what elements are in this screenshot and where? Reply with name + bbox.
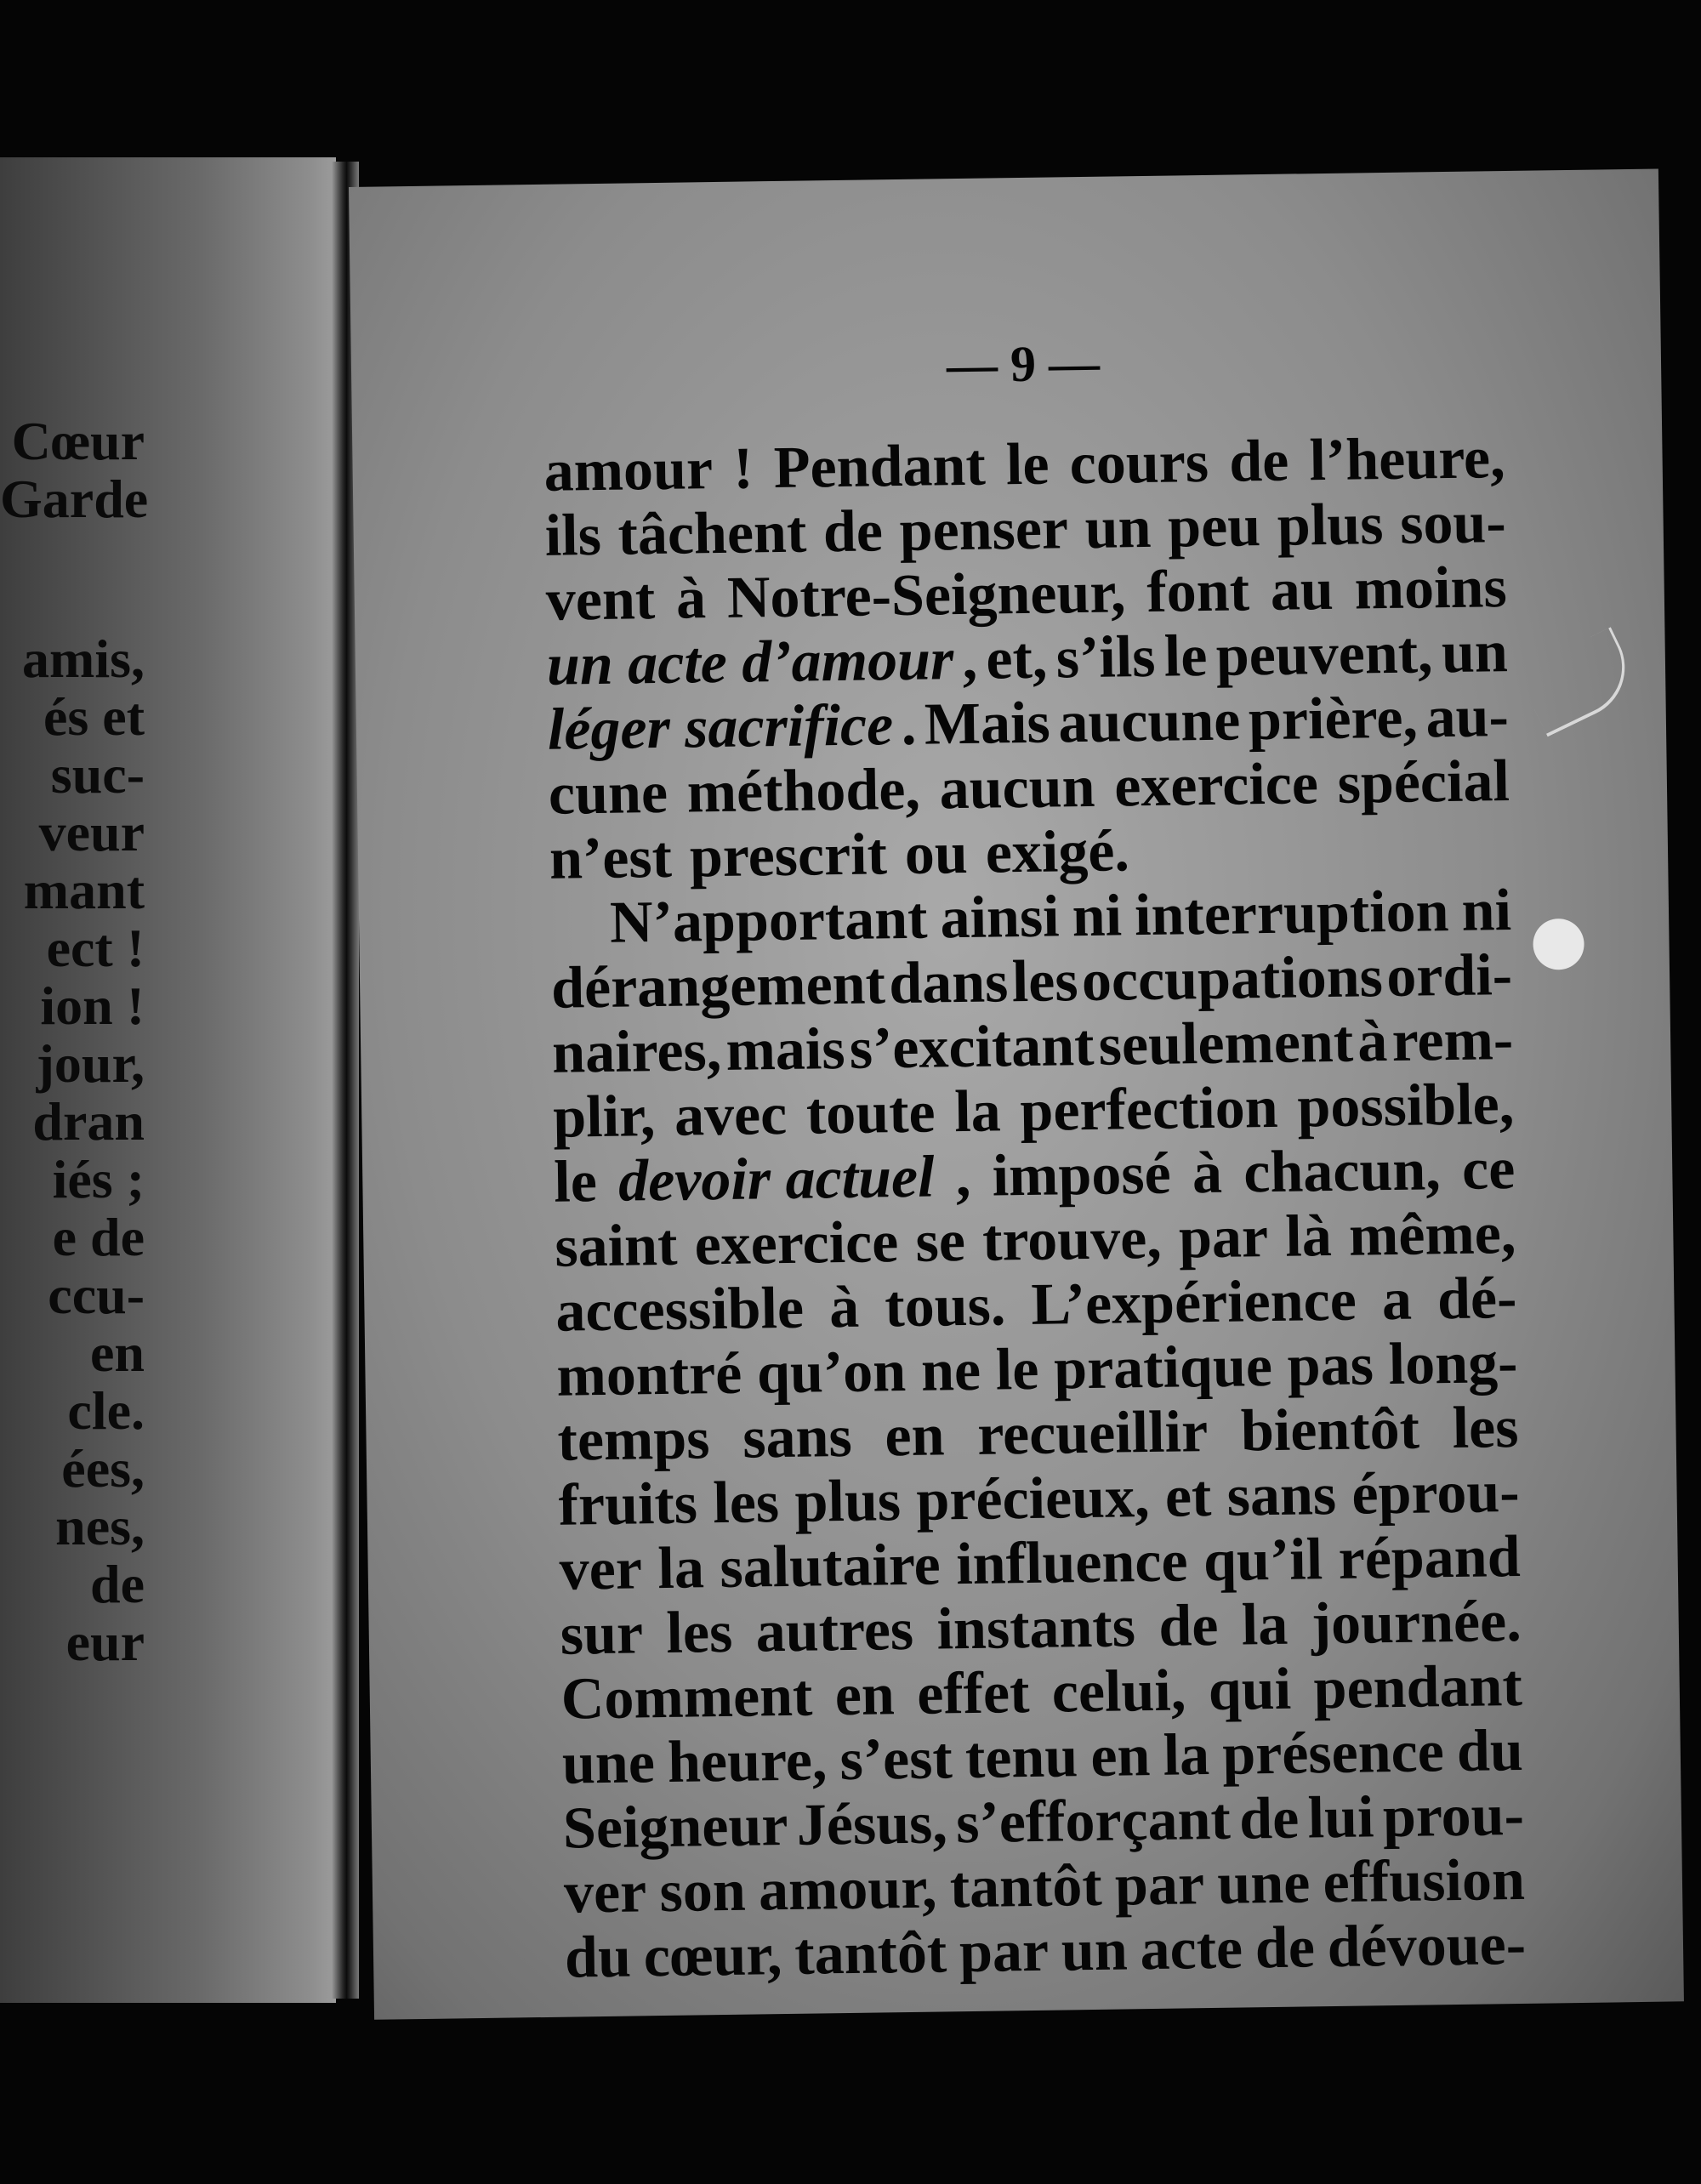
word: de [1254, 1914, 1316, 1982]
word: possible, [1296, 1071, 1515, 1140]
word: tantôt [794, 1920, 947, 1988]
word: une [561, 1730, 656, 1797]
word: Jésus, [796, 1790, 948, 1858]
word: ni [1461, 878, 1512, 944]
word: ordi- [1385, 941, 1513, 1010]
word: ainsi [939, 884, 1061, 952]
word: toute [805, 1079, 936, 1147]
left-page-fragment: ion ! [40, 975, 145, 1036]
page-body [543, 426, 1526, 1991]
margin-mark [1516, 627, 1641, 737]
word: la [657, 1535, 705, 1602]
word: l’heure, [1308, 425, 1506, 494]
word: cune [548, 759, 668, 828]
text-line [548, 749, 1510, 828]
word: chacun, [1243, 1137, 1442, 1206]
word: amour, [758, 1855, 937, 1924]
word: un [1084, 494, 1152, 561]
word: de [1238, 1785, 1300, 1852]
left-page-fragment: mant [23, 860, 145, 920]
word: plus [1277, 492, 1384, 559]
left-page-fragment: Cœur [11, 411, 145, 471]
word: L’expérience [1030, 1267, 1357, 1338]
word: ce [1461, 1135, 1516, 1203]
word: exercice [694, 1209, 899, 1278]
word: naires, [551, 1017, 722, 1086]
word: prou- [1382, 1782, 1525, 1851]
paper-stain [1533, 919, 1584, 970]
left-page-fragment: dran [32, 1091, 145, 1152]
word: prière, [1248, 685, 1419, 754]
left-page-fragment: eur [65, 1612, 145, 1672]
word: un acte d’amour [546, 627, 954, 698]
word: de [822, 498, 884, 566]
word: en [1089, 1723, 1151, 1789]
word: du [1456, 1717, 1524, 1784]
word: perfection [1019, 1074, 1279, 1145]
word: la [953, 1078, 1002, 1146]
word: N’apportant [609, 885, 928, 956]
word: pendant [1313, 1652, 1523, 1722]
word: long- [1388, 1329, 1518, 1398]
word: cours [1069, 429, 1209, 498]
word: acte [1140, 1915, 1243, 1983]
word: éprou- [1351, 1459, 1521, 1527]
word: le [1163, 623, 1208, 690]
word: effusion [1323, 1846, 1526, 1916]
word: dé- [1436, 1265, 1517, 1333]
word: bientôt [1240, 1396, 1420, 1465]
word: , [962, 626, 978, 692]
word: un [1441, 619, 1509, 686]
left-page-fragment: ées, [61, 1438, 145, 1499]
left-page-text [0, 411, 149, 1672]
word: les [1011, 948, 1079, 1015]
word: au- [1425, 684, 1510, 751]
word: et [1164, 1463, 1212, 1530]
word: pratique [1053, 1333, 1273, 1402]
word: peuvent, [1215, 620, 1434, 689]
word: cœur, [643, 1922, 783, 1990]
word: même, [1348, 1200, 1516, 1269]
word: influence [955, 1528, 1189, 1598]
word: les [665, 1599, 733, 1666]
word: les [712, 1470, 780, 1537]
word: salutaire [719, 1532, 942, 1601]
word: ver [559, 1536, 643, 1603]
left-page-fragment: en [90, 1322, 145, 1383]
word: à [675, 566, 707, 632]
word: méthode, [686, 756, 921, 826]
word: ! [732, 435, 754, 502]
word: ver [563, 1859, 647, 1926]
word: en [884, 1402, 946, 1470]
word: s’est [839, 1726, 953, 1794]
word: la [1163, 1722, 1210, 1789]
word: rem- [1391, 1006, 1514, 1074]
word: peu [1167, 493, 1261, 560]
word: à [1357, 1009, 1388, 1075]
word: accessible [555, 1275, 805, 1345]
word: tâchent [617, 499, 807, 568]
word: le [1005, 431, 1050, 498]
word: s’ils [1055, 623, 1156, 691]
word: vent [545, 566, 656, 634]
word: recueillir [976, 1399, 1209, 1468]
word: ils [544, 502, 602, 569]
word: spécial [1337, 748, 1510, 816]
word: plus [794, 1468, 902, 1535]
word: ou [904, 820, 969, 887]
word: saint [554, 1212, 678, 1280]
word: de [1158, 1592, 1219, 1659]
word: de [1228, 428, 1289, 495]
word: temps [557, 1406, 711, 1474]
right-page [349, 168, 1684, 2019]
word: au [1270, 556, 1334, 623]
left-page [0, 157, 336, 2003]
word: ni [1072, 883, 1123, 950]
word: s’excitant [849, 1012, 1095, 1082]
word: les [1452, 1394, 1519, 1462]
word: par [1178, 1204, 1269, 1271]
text-line [561, 1719, 1523, 1797]
word: font [1146, 558, 1250, 625]
word: trouve, [981, 1205, 1163, 1274]
word: prescrit [689, 822, 888, 890]
word: aucun [939, 754, 1096, 822]
word: mais [725, 1015, 846, 1083]
word: montré [556, 1340, 742, 1409]
word: occupations [1081, 944, 1384, 1015]
word: avec [674, 1081, 788, 1149]
word: tous. [884, 1272, 1006, 1340]
word: dans [888, 949, 1009, 1017]
word: celui, [1051, 1658, 1186, 1726]
word: à [1192, 1140, 1223, 1207]
word: répand [1338, 1523, 1522, 1592]
text-line [565, 1913, 1527, 1991]
word: Mais [924, 690, 1051, 758]
word: en [834, 1662, 896, 1729]
left-page-fragment: ect ! [46, 918, 145, 978]
word: lui [1307, 1784, 1374, 1851]
left-page-fragment: amis, [22, 628, 145, 689]
left-page-fragment: veur [38, 802, 145, 862]
word: penser [899, 496, 1069, 564]
word: le [553, 1149, 598, 1215]
left-page-fragment: suc- [50, 744, 145, 805]
word: une [1216, 1850, 1311, 1917]
left-page-fragment: nes, [55, 1496, 145, 1556]
page-number: — 9 — [946, 334, 1101, 394]
word: devoir actuel [617, 1144, 936, 1214]
word: tantôt [949, 1852, 1103, 1921]
word: s’efforçant [955, 1786, 1232, 1857]
word: et, [985, 625, 1048, 692]
word: autres [755, 1596, 914, 1665]
word: Pendant [773, 432, 987, 502]
word: par [1114, 1851, 1205, 1919]
word: imposé [992, 1140, 1172, 1209]
word: présence [1221, 1719, 1445, 1788]
word: sans [742, 1403, 853, 1471]
word: heure, [667, 1727, 828, 1795]
word: . [901, 691, 917, 758]
word: Comment [560, 1663, 813, 1732]
word: dérangement [550, 951, 886, 1021]
left-page-fragment: iés ; [52, 1149, 145, 1209]
word: moins [1354, 555, 1508, 623]
word: le [995, 1336, 1039, 1403]
word: fruits [558, 1470, 698, 1538]
word: par [959, 1918, 1050, 1986]
word: a [1381, 1266, 1413, 1334]
word: tenu [964, 1724, 1078, 1792]
word: Seigneur [562, 1792, 788, 1862]
word: amour [543, 436, 714, 504]
word: qui [1208, 1656, 1292, 1724]
word: qu’on [756, 1338, 907, 1407]
word: dévoue- [1327, 1911, 1527, 1981]
left-page-fragment: Garde [0, 469, 149, 529]
word: exercice [1113, 751, 1319, 820]
word: léger sacrifice [547, 692, 894, 763]
text-line [555, 1202, 1516, 1280]
word: se [914, 1209, 966, 1275]
word: , [955, 1143, 971, 1210]
word: instants [936, 1594, 1136, 1663]
word: n’est [549, 824, 673, 892]
word: son [658, 1857, 747, 1925]
left-page-fragment: jour, [36, 1033, 145, 1094]
word: ne [920, 1337, 981, 1404]
word: seulement [1098, 1009, 1354, 1078]
word: exigé. [985, 818, 1130, 886]
word: pas [1287, 1332, 1374, 1399]
word: sans [1226, 1461, 1337, 1529]
left-page-fragment: cle. [67, 1380, 145, 1441]
word: effet [916, 1660, 1030, 1727]
left-page-fragment: e de [52, 1207, 145, 1267]
left-page-fragment: és et [43, 686, 145, 747]
word: à [828, 1274, 860, 1341]
word: la [1241, 1591, 1289, 1658]
word: un [1061, 1917, 1129, 1984]
word: précieux, [915, 1465, 1151, 1533]
word: plir, [552, 1083, 656, 1151]
word: du [564, 1924, 632, 1991]
word: qu’il [1203, 1527, 1323, 1595]
left-page-fragment: ccu- [48, 1265, 145, 1325]
word: Notre-Seigneur, [726, 560, 1127, 631]
word: interruption [1134, 879, 1450, 949]
word: sou- [1399, 490, 1507, 557]
word: sur [560, 1601, 644, 1668]
word: aucune [1057, 687, 1241, 756]
left-page-fragment: de [90, 1554, 145, 1614]
word: là [1284, 1203, 1333, 1270]
word: journée. [1311, 1588, 1522, 1658]
